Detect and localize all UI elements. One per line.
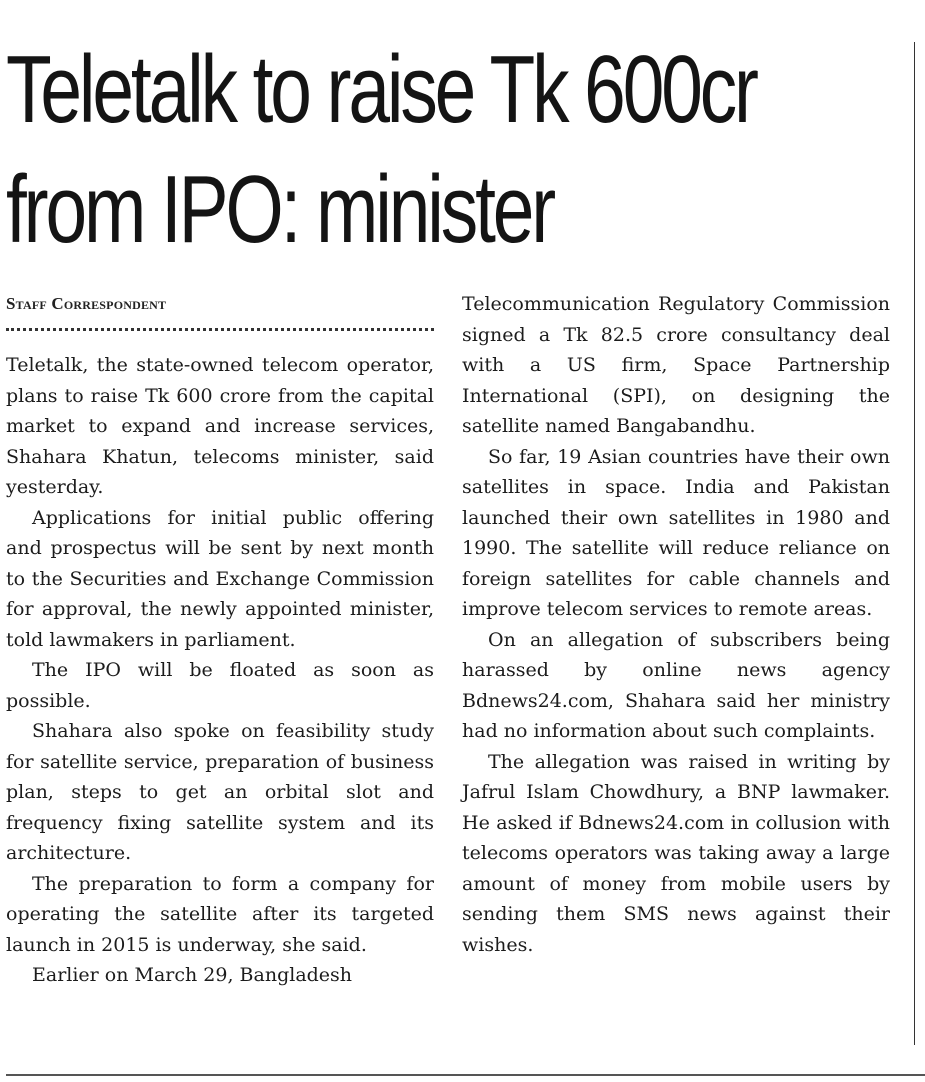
paragraph: So far, 19 Asian countries have their own satellites in space. India and Pakistan launched their own satellites in 1980 and 1990. The satellite will reduce reliance on foreign satellites for cable channels and improve telecom services to remote areas. [462, 445, 890, 620]
paragraph: Shahara also spoke on feasibility study for satellite service, preparation of business plan, steps to get an orbital slot and frequency fixing satellite system and its architecture. [6, 720, 434, 864]
column-rule-vertical [914, 42, 915, 1045]
byline: Staff Correspondent [6, 294, 167, 313]
paragraph: Teletalk, the state-owned telecom operator, plans to raise Tk 600 crore from the capital market to expand and increase services, Shahara Khatun, telecoms minister, said yesterday. [6, 354, 434, 498]
dotted-divider [6, 328, 434, 331]
article-column-left [6, 350, 434, 991]
paragraph: Earlier on March 29, Bangladesh [32, 964, 353, 986]
paragraph: Applications for initial public offering and prospectus will be sent by next month to the Securities and Exchange Commission for approval, the newly appointed minister, told lawmakers in parliament. [6, 506, 434, 651]
bottom-rule [6, 1074, 925, 1076]
headline-line-2: from IPO: minister [6, 156, 554, 263]
paragraph: The preparation to form a company for operating the satellite after its targeted launch in 2015 is underway, she said. [6, 872, 434, 956]
paragraph: On an allegation of subscribers being harassed by online news agency Bdnews24.com, Shahara said her ministry had no information about such complaints. [462, 628, 890, 742]
paragraph: The IPO will be floated as soon as possible. [6, 659, 434, 712]
article-column-right [462, 289, 890, 960]
paragraph: The allegation was raised in writing by Jafrul Islam Chowdhury, a BNP lawmaker. He asked if Bdnews24.com in collusion with telecoms operators was taking away a large amount of money from mobile users by sending them SMS news against their wishes. [462, 750, 890, 956]
headline [6, 30, 756, 270]
headline-line-1: Teletalk to raise Tk 600cr [6, 36, 756, 143]
paragraph: Telecommunication Regulatory Commission signed a Tk 82.5 crore consultancy deal with a US firm, Space Partnership International (SPI), on designing the satellite named Bangabandhu. [462, 293, 890, 437]
